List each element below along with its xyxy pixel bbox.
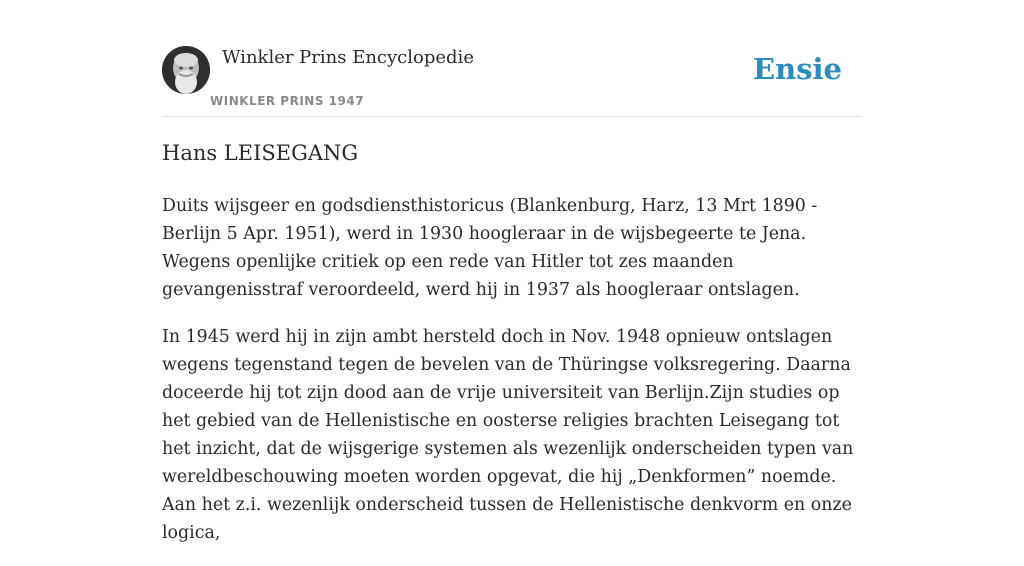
source-title[interactable]: Winkler Prins Encyclopedie bbox=[222, 47, 474, 68]
page bbox=[162, 0, 862, 543]
brand-logo[interactable]: Ensie bbox=[753, 52, 842, 86]
article-title: Hans LEISEGANG bbox=[162, 141, 359, 165]
article-paragraph: In 1945 werd hij in zijn ambt hersteld doch in Nov. 1948 opnieuw ontslagen wegens tegenstand tegen de bevelen van de Thüringse volksregering. Daarna doceerde hij tot zijn dood aan de vrije universiteit van Berlijn.Zijn studies op het gebied van de Hellenistische en oosterse religies brachten Leisegang tot het inzicht, dat de wijsgerige systemen als wezenlijk onderscheiden typen van wereldbeschouwing moeten worden opgevat, die hij „Denkformen” noemde. Aan het z.i. wezenlijk onderscheid tussen de Hellenistische denkvorm en onze logica, bbox=[162, 327, 854, 543]
source-header bbox=[162, 46, 862, 117]
source-subtitle[interactable]: WINKLER PRINS 1947 bbox=[210, 94, 365, 108]
portrait-avatar-icon[interactable] bbox=[162, 46, 210, 94]
article-body bbox=[162, 192, 862, 566]
article-paragraph: Duits wijsgeer en godsdiensthistoricus (Blankenburg, Harz, 13 Mrt 1890 - Berlijn 5 Apr. 1951), werd in 1930 hoogleraar in de wijsbegeerte te Jena. Wegens openlijke critiek op een rede van Hitler tot zes maanden gevangenisstraf veroordeeld, werd hij in 1937 als hoogleraar ontslagen. bbox=[162, 196, 818, 300]
